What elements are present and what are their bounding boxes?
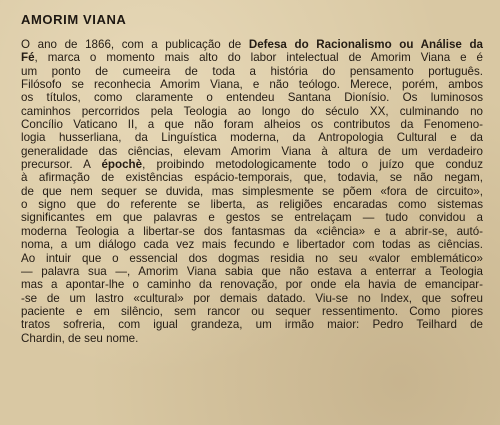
text-line (21, 51, 483, 64)
text-run: o signo que do referente se liberta, as religiões encaradas como sistemas (21, 198, 483, 212)
text-line (21, 332, 483, 345)
text-run: Chardin, de seu nome. (21, 331, 139, 345)
text-line (21, 78, 483, 91)
text-run: precursor. A (21, 158, 102, 172)
text-line (21, 292, 483, 305)
text-run: noma, a um diálogo cada vez mais fecundo e libertador com todas as ciências. (21, 238, 483, 252)
text-line (21, 38, 483, 51)
bold-text-run: épochè (101, 158, 143, 172)
text-line (21, 105, 483, 118)
text-run: , proibindo metodologicamente todo o juízo que conduz (142, 158, 483, 172)
text-line (21, 198, 483, 211)
section-heading: AMORIM VIANA (21, 12, 127, 27)
text-run: logia husserliana, da Linguística moderna, da Antropologia Cultural e da (21, 131, 483, 145)
text-line (21, 145, 483, 158)
text-run: os títulos, como claramente o entendeu Santana Dionísio. Os luminosos (21, 91, 483, 105)
text-line (21, 305, 483, 318)
text-run: generalidade das ciências, elevam Amorim Viana à altura de um verdadeiro (21, 144, 483, 158)
text-run: significantes em que palavras e gestos se entrelaçam — tudo convidou a (21, 211, 483, 225)
text-run: moderna Teologia a libertar-se dos fantasmas da «ciência» e a abrir-se, autó- (21, 224, 483, 238)
text-run: Filósofo se reconhecia Amorim Viana, e não teólogo. Merece, porém, ambos (21, 78, 483, 92)
text-line (21, 318, 483, 331)
bold-text-run: Defesa do Racionalismo ou Análise da (248, 38, 483, 51)
text-line (21, 171, 483, 184)
text-run: de que nem sequer se duvida, mas simplesmente se põem «fora de circuito», (21, 184, 483, 198)
text-line (21, 131, 483, 144)
text-line (21, 225, 483, 238)
text-line (21, 65, 483, 78)
text-run: Concílio Vaticano II, a que não foram alheios os contributos da Fenomeno- (21, 118, 483, 132)
text-run: O ano de 1866, com a publicação de (21, 38, 249, 51)
text-line (21, 278, 483, 291)
text-run: -se de um lastro «cultural» por demais datado. Viu-se no Index, que sofreu (21, 291, 483, 305)
text-line (21, 252, 483, 265)
text-run: mas a apontar-lhe o caminho da renovação, por onde ela havia de emancipar- (21, 278, 483, 292)
text-run: à afirmação de existências espácio-temporais, que, todavia, se não negam, (21, 171, 483, 185)
text-line (21, 118, 483, 131)
text-line (21, 265, 483, 278)
text-line (21, 211, 483, 224)
text-run: caminhos percorridos pela Teologia ao longo do século XX, culminando no (21, 104, 483, 118)
text-run: um ponto de cumeeira de toda a história do pensamento português. (21, 64, 483, 78)
text-line (21, 238, 483, 251)
text-run: , marca o momento mais alto do labor intelectual de Amorim Viana e é (34, 51, 483, 65)
bold-text-run: Fé (21, 51, 35, 65)
text-run: paciente e em silêncio, sem rancor ou sequer ressentimento. Como piores (21, 304, 483, 318)
text-run: — palavra sua —, Amorim Viana sabia que não estava a enterrar a Teologia (21, 264, 483, 278)
text-line (21, 158, 483, 171)
text-run: tratos sofreria, com igual grandeza, um irmão maior: Pedro Teilhard de (21, 318, 483, 332)
text-line (21, 185, 483, 198)
body-paragraph (21, 38, 483, 345)
text-line (21, 91, 483, 104)
text-run: Ao intuir que o essencial dos dogmas residia no seu «valor emblemático» (21, 251, 483, 265)
